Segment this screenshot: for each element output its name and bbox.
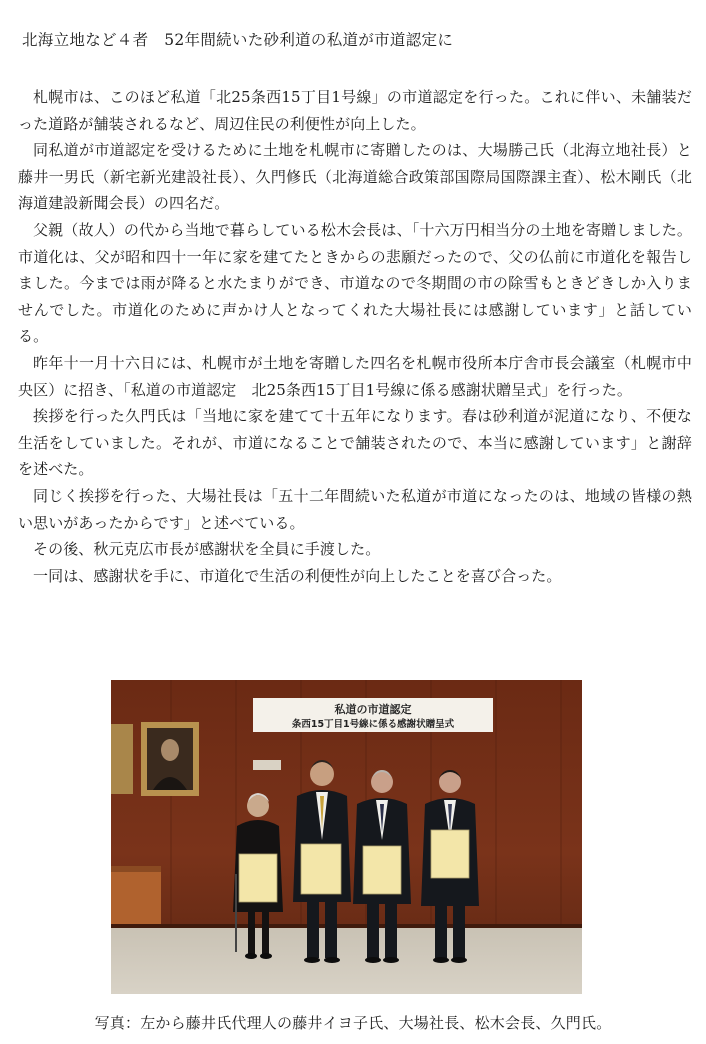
paragraph-1: 札幌市は、このほど私道「北25条西15丁目1号線」の市道認定を行った。これに伴い、未舗装だった道路が舗装されるなど、周辺住民の利便性が向上した。 — [18, 88, 692, 133]
paragraph-2: 同私道が市道認定を受けるために土地を札幌市に寄贈したのは、大場勝己氏（北海立地社長）と藤井一男氏（新宅新光建設社長）、久門修氏（北海道総合政策部国際局国際課主査）、松木剛氏（北海道建設新聞会長）の四名だ。 — [18, 141, 692, 213]
article-body — [18, 84, 692, 589]
paragraph-4: 昨年十一月十六日には、札幌市が土地を寄贈した四名を札幌市役所本庁舎市長会議室（札幌市中央区）に招き、「私道の市道認定 北25条西15丁目1号線に係る感謝状贈呈式」を行った。 — [18, 353, 692, 399]
ceremony-photo-illustration — [111, 680, 582, 994]
banner-line-1: 私道の市道認定 — [334, 703, 412, 716]
paragraph-7: その後、秋元克広市長が感謝状を全員に手渡した。 — [33, 540, 381, 559]
person-1 — [233, 793, 283, 954]
paragraph-5: 挨拶を行った久門氏は「当地に家を建てて十五年になります。春は砂利道が泥道になり、不便な生活をしていました。それが、市道になることで舗装されたので、本当に感謝しています」と謝辞を述べた。 — [18, 407, 692, 479]
article-headline: 北海立地など４者 52年間続いた砂利道の私道が市道認定に — [22, 31, 454, 49]
left-picture-frame — [111, 724, 133, 794]
ceremony-photo — [111, 680, 582, 994]
person-3 — [353, 770, 411, 958]
person-4 — [421, 770, 479, 958]
paragraph-3: 父親（故人）の代から当地で暮らしている松木会長は、「十六万円相当分の土地を寄贈しました。市道化は、父が昭和四十一年に家を建てたときからの悲願だったので、父の仏前に市道化を報告しました。今までは雨が降ると水たまりができ、市道なので冬期間の市の除雪もときどきしか入りませんでした。市道化のために声かけ人となってくれた大場社長には感謝しています」と話している。 — [18, 220, 692, 346]
paragraph-6: 同じく挨拶を行った、大場社長は「五十二年間続いた私道が市道になったのは、地域の皆様の熱い思いがあったからです」と述べている。 — [18, 486, 692, 532]
ceremony-banner — [253, 698, 493, 732]
portrait-frame — [141, 722, 199, 796]
photo-caption: 写真：左から藤井氏代理人の藤井イヨ子氏、大場社長、松木会長、久門氏。 — [94, 1014, 612, 1032]
banner-line-2: 条西15丁目1号線に係る感謝状贈呈式 — [291, 719, 455, 730]
paragraph-8: 一同は、感謝状を手に、市道化で生活の利便性が向上したことを喜び合った。 — [33, 566, 562, 585]
side-cabinet — [111, 866, 161, 924]
person-2 — [293, 760, 351, 958]
